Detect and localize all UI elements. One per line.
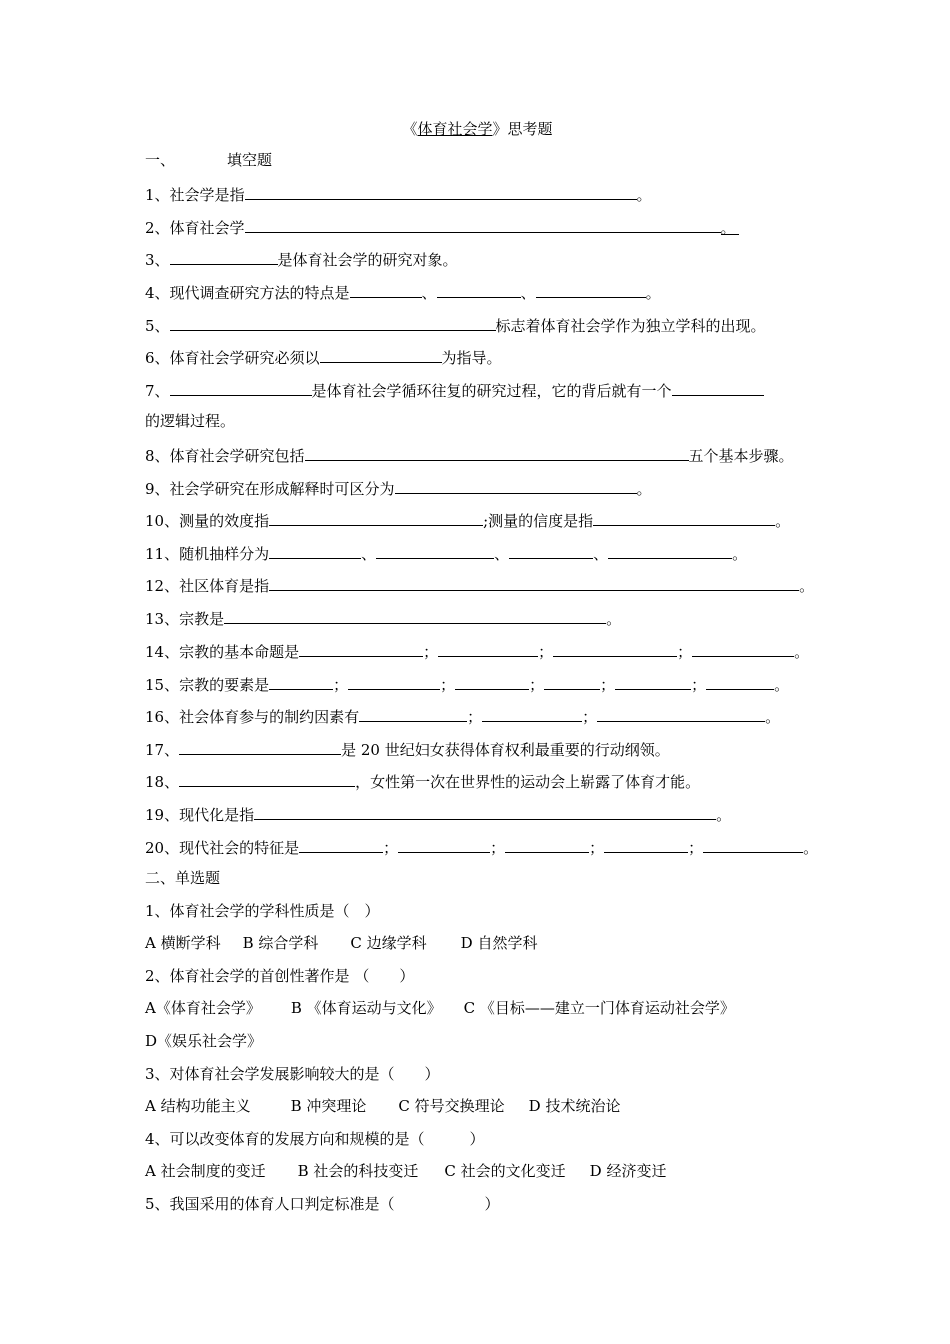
answer-blank[interactable]: [672, 379, 764, 396]
answer-blank[interactable]: [604, 836, 688, 853]
option-a[interactable]: A 社会制度的变迁: [145, 1162, 266, 1180]
question-text: 20、现代社会的特征是: [145, 839, 300, 857]
answer-blank[interactable]: [254, 803, 716, 820]
question-7-continued: [145, 411, 235, 431]
question-text: 17、: [145, 741, 180, 759]
option-c[interactable]: C 符号交换理论: [398, 1097, 505, 1115]
answer-blank[interactable]: [482, 705, 582, 722]
question-text: 。: [799, 577, 815, 595]
answer-blank[interactable]: [505, 836, 589, 853]
question-text: 1、社会学是指: [145, 186, 245, 204]
question-text: 4、可以改变体育的发展方向和规模的是（ ）: [145, 1130, 485, 1148]
answer-blank[interactable]: [245, 216, 721, 233]
answer-blank[interactable]: [553, 640, 677, 657]
option-c[interactable]: C 边缘学科: [350, 934, 427, 952]
answer-blank[interactable]: [350, 281, 422, 298]
question-4: [145, 281, 661, 301]
answer-blank[interactable]: [299, 836, 383, 853]
answer-blank[interactable]: [179, 770, 355, 787]
question-text: 12、社区体育是指: [145, 577, 270, 595]
question-text: 18、: [145, 773, 180, 791]
answer-blank[interactable]: [179, 738, 341, 755]
section-heading-single-choice: [145, 868, 220, 888]
section-heading-fill-in: [145, 150, 272, 170]
question-text: 16、社会体育参与的制约因素有: [145, 708, 360, 726]
answer-blank[interactable]: [544, 673, 600, 690]
answer-blank[interactable]: [615, 673, 691, 690]
answer-blank[interactable]: [305, 444, 689, 461]
question-text: 的逻辑过程。: [145, 412, 236, 430]
question-text: 是体育社会学循环往复的研究过程，它的背后就有一个: [311, 382, 672, 400]
option-b[interactable]: B 社会的科技变迁: [297, 1162, 419, 1180]
question-3: [145, 248, 458, 268]
question-text: 15、宗教的要素是: [145, 676, 270, 694]
answer-blank[interactable]: [245, 183, 637, 200]
answer-blank[interactable]: [438, 640, 538, 657]
question-text: 。: [775, 512, 791, 530]
option-b[interactable]: B 综合学科: [242, 934, 319, 952]
mc-options-3: [145, 1096, 620, 1116]
mc-question-1: [145, 901, 380, 921]
question-text: 。: [645, 284, 661, 302]
option-d[interactable]: D《娱乐社会学》: [145, 1032, 263, 1050]
question-8: [145, 444, 794, 464]
mc-question-2: [145, 966, 414, 986]
mc-question-3: [145, 1064, 440, 1084]
title-close-bracket: 》: [492, 120, 508, 138]
option-a[interactable]: A 横断学科: [145, 934, 221, 952]
answer-blank[interactable]: [536, 281, 646, 298]
answer-blank[interactable]: [376, 542, 494, 559]
question-text: ;测量的信度是指: [483, 512, 594, 530]
question-text: 1、体育社会学的学科性质是（ ）: [145, 902, 380, 920]
separator: ；: [467, 708, 483, 726]
answer-blank[interactable]: [703, 836, 803, 853]
option-a[interactable]: A《体育社会学》: [145, 999, 261, 1017]
answer-blank[interactable]: [509, 542, 593, 559]
option-b[interactable]: B 冲突理论: [290, 1097, 367, 1115]
title-suffix: 思考题: [507, 120, 553, 138]
answer-blank[interactable]: [398, 836, 490, 853]
answer-blank[interactable]: [320, 346, 442, 363]
answer-blank[interactable]: [170, 248, 278, 265]
separator: ；: [490, 839, 506, 857]
question-text: 。: [606, 610, 622, 628]
question-text: 13、宗教是: [145, 610, 225, 628]
question-9: [145, 477, 652, 497]
question-17: [145, 738, 670, 758]
separator: 、: [421, 284, 437, 302]
question-text: 。: [721, 218, 739, 235]
question-16: [145, 705, 780, 725]
question-text: 14、宗教的基本命题是: [145, 643, 300, 661]
question-15: [145, 673, 789, 693]
option-b[interactable]: B 《体育运动与文化》: [290, 999, 442, 1017]
mc-options-4: [145, 1161, 666, 1181]
answer-blank[interactable]: [269, 542, 361, 559]
separator: 、: [593, 545, 609, 563]
question-text: 6、体育社会学研究必须以: [145, 349, 320, 367]
separator: ；: [582, 708, 598, 726]
option-d[interactable]: D 经济变迁: [589, 1162, 667, 1180]
answer-blank[interactable]: [359, 705, 467, 722]
question-text: 11、随机抽样分为: [145, 545, 270, 563]
separator: ；: [383, 839, 399, 857]
section-number: 一、: [145, 151, 176, 169]
question-text: 2、体育社会学的首创性著作是 （ ）: [145, 967, 415, 985]
answer-blank[interactable]: [395, 477, 637, 494]
question-12: [145, 574, 814, 594]
separator: 、: [520, 284, 536, 302]
separator: ；: [529, 676, 545, 694]
separator: ；: [691, 676, 707, 694]
question-7: [145, 379, 764, 399]
question-1: [145, 183, 652, 203]
question-text: 。: [716, 806, 732, 824]
option-d[interactable]: D 自然学科: [460, 934, 538, 952]
question-19: [145, 803, 731, 823]
separator: ；: [440, 676, 456, 694]
separator: ；: [333, 676, 349, 694]
separator: 、: [494, 545, 510, 563]
mc-options-2: [145, 998, 735, 1018]
question-11: [145, 542, 747, 562]
mc-question-4: [145, 1129, 485, 1149]
question-text: ，女性第一次在世界性的运动会上崭露了体育才能。: [355, 773, 701, 791]
question-14: [145, 640, 809, 660]
question-text: 2、体育社会学: [145, 219, 245, 237]
answer-blank[interactable]: [706, 673, 774, 690]
answer-blank[interactable]: [593, 509, 775, 526]
answer-blank[interactable]: [597, 705, 765, 722]
separator: ；: [423, 643, 439, 661]
answer-blank[interactable]: [692, 640, 794, 657]
answer-blank[interactable]: [269, 673, 333, 690]
separator: ；: [677, 643, 693, 661]
question-text: 是体育社会学的研究对象。: [277, 251, 458, 269]
answer-blank[interactable]: [170, 314, 496, 331]
answer-blank[interactable]: [455, 673, 529, 690]
title-open-bracket: 《: [402, 120, 418, 138]
question-2: [145, 216, 739, 236]
question-18: [145, 770, 700, 790]
separator: ；: [688, 839, 704, 857]
question-text: 19、现代化是指: [145, 806, 255, 824]
question-text: 4、现代调查研究方法的特点是: [145, 284, 350, 302]
answer-blank[interactable]: [437, 281, 521, 298]
mc-question-5: [145, 1194, 500, 1214]
answer-blank[interactable]: [348, 673, 440, 690]
question-text: 。: [794, 643, 810, 661]
question-text: 3、: [145, 251, 170, 269]
question-text: 五个基本步骤。: [688, 447, 794, 465]
question-20: [145, 836, 818, 856]
page-title: [145, 118, 810, 139]
title-main: 体育社会学: [417, 120, 493, 138]
separator: 、: [361, 545, 377, 563]
question-text: 10、测量的效度指: [145, 512, 270, 530]
question-text: 是 20 世纪妇女获得体育权利最重要的行动纲领。: [341, 741, 670, 759]
option-c[interactable]: C 《目标——建立一门体育运动社会学》: [463, 999, 735, 1017]
separator: ；: [600, 676, 616, 694]
question-10: [145, 509, 790, 529]
question-6: [145, 346, 502, 366]
question-text: 3、对体育社会学发展影响较大的是（ ）: [145, 1065, 440, 1083]
question-text: 。: [636, 480, 652, 498]
question-text: 8、体育社会学研究包括: [145, 447, 305, 465]
question-13: [145, 607, 621, 627]
answer-blank[interactable]: [269, 509, 483, 526]
option-a[interactable]: A 结构功能主义: [145, 1097, 251, 1115]
mc-options-1: [145, 933, 537, 953]
question-text: 。: [774, 676, 790, 694]
question-text: 。: [765, 708, 781, 726]
question-text: 5、: [145, 317, 170, 335]
answer-blank[interactable]: [224, 607, 606, 624]
answer-blank[interactable]: [170, 379, 312, 396]
answer-blank[interactable]: [269, 574, 799, 591]
separator: ；: [589, 839, 605, 857]
question-text: 5、我国采用的体育人口判定标准是（ ）: [145, 1195, 500, 1213]
mc-options-2-continued: [145, 1031, 262, 1051]
answer-blank[interactable]: [299, 640, 423, 657]
question-5: [145, 314, 766, 334]
question-text: 。: [803, 839, 819, 857]
question-text: 。: [732, 545, 748, 563]
option-d[interactable]: D 技术统治论: [528, 1097, 621, 1115]
section-label: 填空题: [227, 151, 273, 169]
question-text: 7、: [145, 382, 170, 400]
question-text: 为指导。: [441, 349, 502, 367]
separator: ；: [538, 643, 554, 661]
section-label: 二、单选题: [145, 869, 221, 887]
option-c[interactable]: C 社会的文化变迁: [444, 1162, 566, 1180]
question-text: 标志着体育社会学作为独立学科的出现。: [495, 317, 766, 335]
question-text: 9、社会学研究在形成解释时可区分为: [145, 480, 395, 498]
answer-blank[interactable]: [608, 542, 732, 559]
question-text: 。: [636, 186, 652, 204]
